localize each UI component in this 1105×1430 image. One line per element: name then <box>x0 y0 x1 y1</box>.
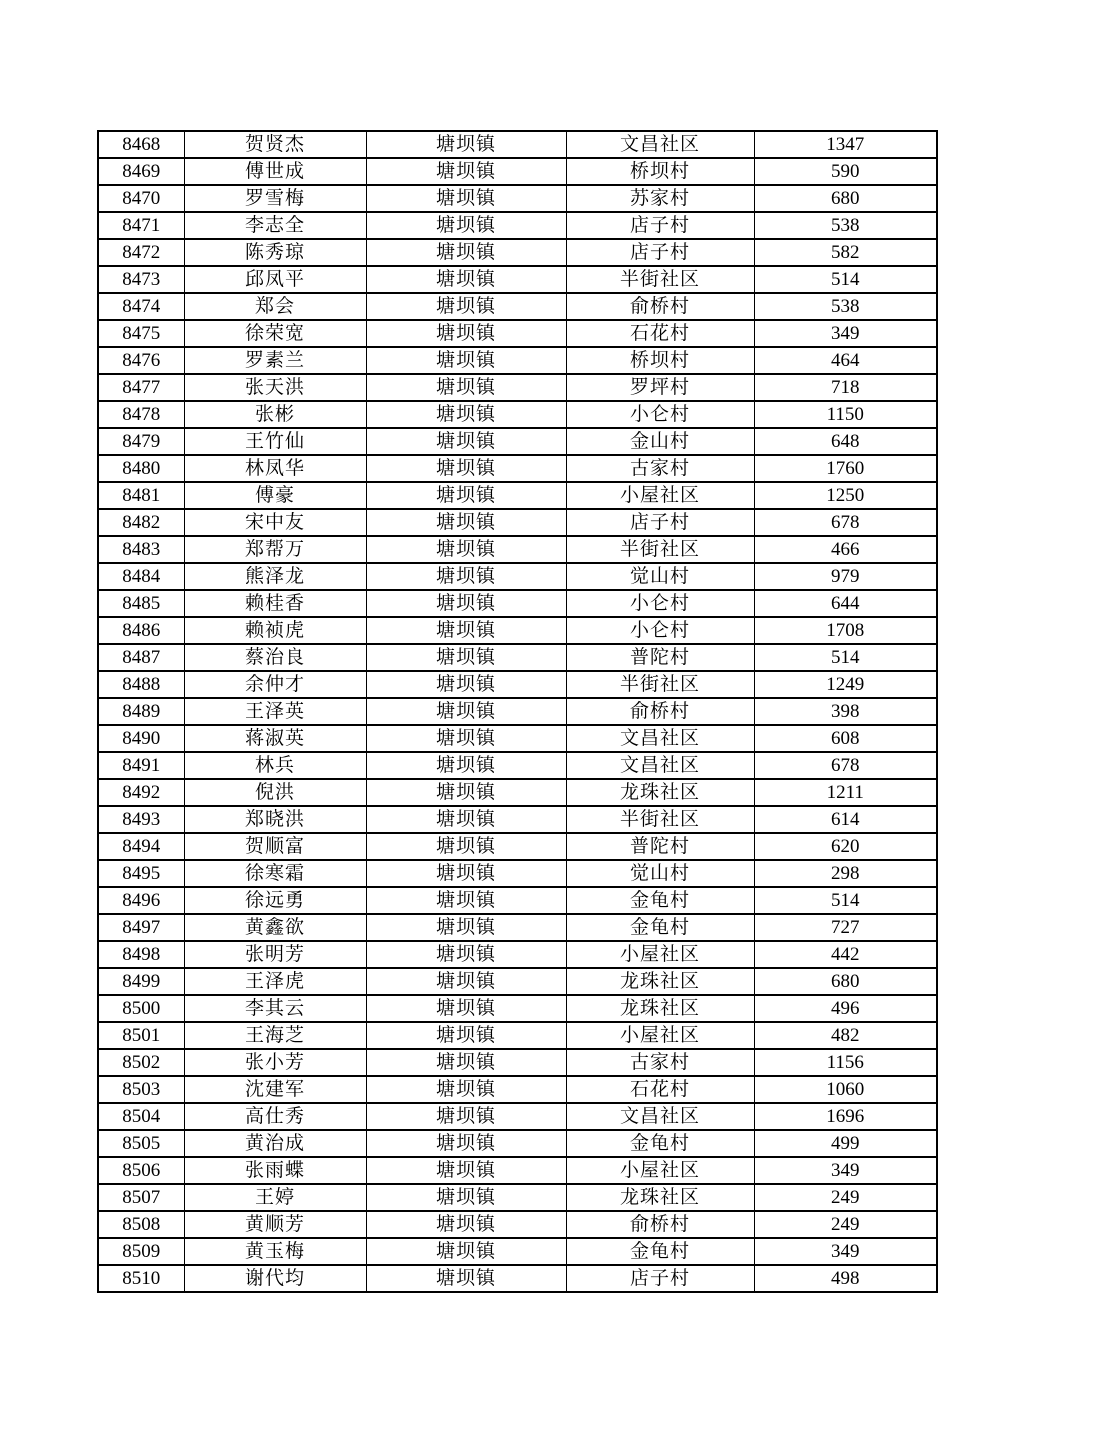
cell-village: 店子村 <box>566 1265 754 1292</box>
table-row <box>98 212 937 239</box>
cell-town: 塘坝镇 <box>366 239 566 266</box>
table-row <box>98 1211 937 1238</box>
cell-name: 郑会 <box>184 293 366 320</box>
cell-village: 半街社区 <box>566 671 754 698</box>
cell-serial: 8474 <box>98 293 184 320</box>
cell-amount: 349 <box>754 1238 937 1265</box>
table-row <box>98 1238 937 1265</box>
table-row <box>98 860 937 887</box>
cell-serial: 8478 <box>98 401 184 428</box>
cell-serial: 8494 <box>98 833 184 860</box>
cell-serial: 8483 <box>98 536 184 563</box>
table-row <box>98 509 937 536</box>
table-row <box>98 293 937 320</box>
cell-serial: 8498 <box>98 941 184 968</box>
cell-serial: 8484 <box>98 563 184 590</box>
cell-serial: 8491 <box>98 752 184 779</box>
cell-name: 沈建军 <box>184 1076 366 1103</box>
cell-name: 黄玉梅 <box>184 1238 366 1265</box>
table-row <box>98 266 937 293</box>
cell-village: 普陀村 <box>566 644 754 671</box>
cell-village: 文昌社区 <box>566 1103 754 1130</box>
cell-town: 塘坝镇 <box>366 1076 566 1103</box>
cell-amount: 398 <box>754 698 937 725</box>
table-row <box>98 374 937 401</box>
cell-serial: 8480 <box>98 455 184 482</box>
table-row <box>98 1049 937 1076</box>
cell-name: 蔡治良 <box>184 644 366 671</box>
cell-name: 林兵 <box>184 752 366 779</box>
cell-town: 塘坝镇 <box>366 914 566 941</box>
cell-town: 塘坝镇 <box>366 617 566 644</box>
cell-name: 蒋淑英 <box>184 725 366 752</box>
cell-amount: 499 <box>754 1130 937 1157</box>
cell-amount: 582 <box>754 239 937 266</box>
cell-town: 塘坝镇 <box>366 1265 566 1292</box>
cell-village: 罗坪村 <box>566 374 754 401</box>
cell-town: 塘坝镇 <box>366 374 566 401</box>
cell-town: 塘坝镇 <box>366 1238 566 1265</box>
cell-town: 塘坝镇 <box>366 671 566 698</box>
cell-amount: 1347 <box>754 131 937 158</box>
cell-serial: 8481 <box>98 482 184 509</box>
cell-village: 文昌社区 <box>566 752 754 779</box>
cell-name: 高仕秀 <box>184 1103 366 1130</box>
cell-town: 塘坝镇 <box>366 320 566 347</box>
cell-name: 贺贤杰 <box>184 131 366 158</box>
cell-serial: 8496 <box>98 887 184 914</box>
cell-name: 宋中友 <box>184 509 366 536</box>
cell-amount: 680 <box>754 968 937 995</box>
cell-village: 文昌社区 <box>566 725 754 752</box>
cell-serial: 8485 <box>98 590 184 617</box>
cell-name: 黄顺芳 <box>184 1211 366 1238</box>
cell-town: 塘坝镇 <box>366 185 566 212</box>
table-row <box>98 320 937 347</box>
cell-amount: 1760 <box>754 455 937 482</box>
cell-town: 塘坝镇 <box>366 887 566 914</box>
cell-name: 徐远勇 <box>184 887 366 914</box>
cell-serial: 8470 <box>98 185 184 212</box>
table-row <box>98 644 937 671</box>
cell-amount: 349 <box>754 320 937 347</box>
cell-serial: 8469 <box>98 158 184 185</box>
table-row <box>98 1076 937 1103</box>
cell-serial: 8493 <box>98 806 184 833</box>
table-row <box>98 1265 937 1292</box>
cell-village: 半街社区 <box>566 266 754 293</box>
cell-name: 王海芝 <box>184 1022 366 1049</box>
cell-name: 邱凤平 <box>184 266 366 293</box>
cell-name: 余仲才 <box>184 671 366 698</box>
table-row <box>98 914 937 941</box>
cell-amount: 1249 <box>754 671 937 698</box>
cell-name: 张雨蝶 <box>184 1157 366 1184</box>
table-row <box>98 941 937 968</box>
cell-town: 塘坝镇 <box>366 725 566 752</box>
cell-name: 王竹仙 <box>184 428 366 455</box>
cell-village: 小屋社区 <box>566 1157 754 1184</box>
cell-town: 塘坝镇 <box>366 1130 566 1157</box>
cell-town: 塘坝镇 <box>366 482 566 509</box>
cell-amount: 514 <box>754 887 937 914</box>
cell-amount: 538 <box>754 293 937 320</box>
cell-serial: 8501 <box>98 1022 184 1049</box>
cell-name: 赖祯虎 <box>184 617 366 644</box>
cell-town: 塘坝镇 <box>366 779 566 806</box>
cell-amount: 1060 <box>754 1076 937 1103</box>
cell-serial: 8486 <box>98 617 184 644</box>
cell-town: 塘坝镇 <box>366 131 566 158</box>
cell-amount: 1708 <box>754 617 937 644</box>
cell-town: 塘坝镇 <box>366 563 566 590</box>
cell-name: 徐寒霜 <box>184 860 366 887</box>
cell-town: 塘坝镇 <box>366 590 566 617</box>
cell-village: 小屋社区 <box>566 941 754 968</box>
table-row <box>98 563 937 590</box>
table-row <box>98 1157 937 1184</box>
cell-serial: 8492 <box>98 779 184 806</box>
cell-serial: 8499 <box>98 968 184 995</box>
table-row <box>98 995 937 1022</box>
cell-town: 塘坝镇 <box>366 509 566 536</box>
cell-village: 半街社区 <box>566 536 754 563</box>
cell-village: 店子村 <box>566 212 754 239</box>
cell-name: 王婷 <box>184 1184 366 1211</box>
table-row <box>98 482 937 509</box>
cell-village: 店子村 <box>566 509 754 536</box>
cell-name: 郑帮万 <box>184 536 366 563</box>
cell-name: 张小芳 <box>184 1049 366 1076</box>
cell-serial: 8509 <box>98 1238 184 1265</box>
table-row <box>98 536 937 563</box>
cell-amount: 1150 <box>754 401 937 428</box>
cell-amount: 620 <box>754 833 937 860</box>
cell-town: 塘坝镇 <box>366 428 566 455</box>
cell-amount: 590 <box>754 158 937 185</box>
table-row <box>98 401 937 428</box>
records-table-body <box>98 131 937 1292</box>
table-row <box>98 833 937 860</box>
cell-serial: 8482 <box>98 509 184 536</box>
cell-village: 半街社区 <box>566 806 754 833</box>
cell-village: 觉山村 <box>566 860 754 887</box>
cell-amount: 680 <box>754 185 937 212</box>
cell-serial: 8468 <box>98 131 184 158</box>
table-row <box>98 590 937 617</box>
table-row <box>98 1184 937 1211</box>
cell-town: 塘坝镇 <box>366 1157 566 1184</box>
cell-amount: 298 <box>754 860 937 887</box>
cell-name: 傅豪 <box>184 482 366 509</box>
cell-amount: 644 <box>754 590 937 617</box>
records-table <box>97 130 938 1293</box>
table-row <box>98 698 937 725</box>
cell-name: 李志全 <box>184 212 366 239</box>
cell-serial: 8487 <box>98 644 184 671</box>
cell-serial: 8495 <box>98 860 184 887</box>
cell-village: 苏家村 <box>566 185 754 212</box>
table-row <box>98 1022 937 1049</box>
table-row <box>98 671 937 698</box>
cell-town: 塘坝镇 <box>366 1049 566 1076</box>
cell-name: 黄鑫欲 <box>184 914 366 941</box>
cell-amount: 496 <box>754 995 937 1022</box>
cell-village: 俞桥村 <box>566 698 754 725</box>
cell-village: 金龟村 <box>566 1130 754 1157</box>
cell-serial: 8506 <box>98 1157 184 1184</box>
cell-amount: 514 <box>754 644 937 671</box>
cell-village: 小屋社区 <box>566 1022 754 1049</box>
cell-serial: 8490 <box>98 725 184 752</box>
table-row <box>98 455 937 482</box>
table-row <box>98 131 937 158</box>
cell-serial: 8510 <box>98 1265 184 1292</box>
table-row <box>98 158 937 185</box>
cell-serial: 8505 <box>98 1130 184 1157</box>
cell-serial: 8473 <box>98 266 184 293</box>
cell-serial: 8508 <box>98 1211 184 1238</box>
cell-village: 龙珠社区 <box>566 968 754 995</box>
cell-village: 俞桥村 <box>566 1211 754 1238</box>
cell-amount: 1250 <box>754 482 937 509</box>
cell-name: 林凤华 <box>184 455 366 482</box>
cell-name: 罗雪梅 <box>184 185 366 212</box>
table-row <box>98 806 937 833</box>
cell-village: 店子村 <box>566 239 754 266</box>
cell-village: 金龟村 <box>566 1238 754 1265</box>
cell-amount: 464 <box>754 347 937 374</box>
table-row <box>98 428 937 455</box>
cell-serial: 8503 <box>98 1076 184 1103</box>
cell-town: 塘坝镇 <box>366 1103 566 1130</box>
cell-serial: 8488 <box>98 671 184 698</box>
cell-village: 古家村 <box>566 1049 754 1076</box>
cell-village: 金龟村 <box>566 914 754 941</box>
cell-village: 金龟村 <box>566 887 754 914</box>
cell-amount: 608 <box>754 725 937 752</box>
cell-amount: 1696 <box>754 1103 937 1130</box>
cell-amount: 466 <box>754 536 937 563</box>
cell-village: 文昌社区 <box>566 131 754 158</box>
cell-amount: 482 <box>754 1022 937 1049</box>
cell-serial: 8489 <box>98 698 184 725</box>
table-row <box>98 1130 937 1157</box>
cell-name: 张彬 <box>184 401 366 428</box>
cell-serial: 8479 <box>98 428 184 455</box>
cell-village: 桥坝村 <box>566 347 754 374</box>
cell-name: 王泽虎 <box>184 968 366 995</box>
cell-village: 桥坝村 <box>566 158 754 185</box>
cell-name: 倪洪 <box>184 779 366 806</box>
cell-amount: 648 <box>754 428 937 455</box>
cell-village: 小仑村 <box>566 617 754 644</box>
cell-name: 李其云 <box>184 995 366 1022</box>
cell-serial: 8477 <box>98 374 184 401</box>
table-row <box>98 887 937 914</box>
cell-name: 王泽英 <box>184 698 366 725</box>
cell-town: 塘坝镇 <box>366 806 566 833</box>
table-row <box>98 617 937 644</box>
cell-town: 塘坝镇 <box>366 833 566 860</box>
table-row <box>98 968 937 995</box>
records-table-container <box>97 130 938 1293</box>
cell-town: 塘坝镇 <box>366 752 566 779</box>
cell-town: 塘坝镇 <box>366 401 566 428</box>
cell-village: 龙珠社区 <box>566 779 754 806</box>
cell-name: 谢代均 <box>184 1265 366 1292</box>
cell-name: 贺顺富 <box>184 833 366 860</box>
cell-village: 俞桥村 <box>566 293 754 320</box>
cell-serial: 8500 <box>98 995 184 1022</box>
cell-name: 黄治成 <box>184 1130 366 1157</box>
table-row <box>98 752 937 779</box>
table-row <box>98 185 937 212</box>
cell-amount: 718 <box>754 374 937 401</box>
cell-town: 塘坝镇 <box>366 860 566 887</box>
cell-town: 塘坝镇 <box>366 1184 566 1211</box>
cell-amount: 442 <box>754 941 937 968</box>
cell-serial: 8502 <box>98 1049 184 1076</box>
cell-serial: 8472 <box>98 239 184 266</box>
cell-name: 傅世成 <box>184 158 366 185</box>
cell-name: 郑晓洪 <box>184 806 366 833</box>
cell-amount: 249 <box>754 1184 937 1211</box>
cell-village: 普陀村 <box>566 833 754 860</box>
cell-town: 塘坝镇 <box>366 455 566 482</box>
cell-amount: 727 <box>754 914 937 941</box>
cell-village: 金山村 <box>566 428 754 455</box>
cell-amount: 678 <box>754 752 937 779</box>
cell-amount: 249 <box>754 1211 937 1238</box>
cell-town: 塘坝镇 <box>366 644 566 671</box>
cell-serial: 8475 <box>98 320 184 347</box>
cell-town: 塘坝镇 <box>366 158 566 185</box>
cell-town: 塘坝镇 <box>366 212 566 239</box>
cell-name: 徐荣宽 <box>184 320 366 347</box>
cell-village: 小屋社区 <box>566 482 754 509</box>
cell-amount: 538 <box>754 212 937 239</box>
cell-town: 塘坝镇 <box>366 968 566 995</box>
cell-name: 罗素兰 <box>184 347 366 374</box>
table-row <box>98 779 937 806</box>
cell-name: 陈秀琼 <box>184 239 366 266</box>
cell-name: 赖桂香 <box>184 590 366 617</box>
cell-town: 塘坝镇 <box>366 266 566 293</box>
cell-serial: 8497 <box>98 914 184 941</box>
cell-village: 龙珠社区 <box>566 995 754 1022</box>
cell-town: 塘坝镇 <box>366 536 566 563</box>
cell-name: 熊泽龙 <box>184 563 366 590</box>
cell-village: 龙珠社区 <box>566 1184 754 1211</box>
cell-amount: 1211 <box>754 779 937 806</box>
cell-town: 塘坝镇 <box>366 1022 566 1049</box>
cell-town: 塘坝镇 <box>366 347 566 374</box>
cell-serial: 8471 <box>98 212 184 239</box>
table-row <box>98 1103 937 1130</box>
cell-town: 塘坝镇 <box>366 1211 566 1238</box>
cell-village: 觉山村 <box>566 563 754 590</box>
cell-amount: 514 <box>754 266 937 293</box>
cell-amount: 1156 <box>754 1049 937 1076</box>
cell-village: 小仑村 <box>566 401 754 428</box>
cell-town: 塘坝镇 <box>366 293 566 320</box>
cell-serial: 8507 <box>98 1184 184 1211</box>
table-row <box>98 725 937 752</box>
cell-town: 塘坝镇 <box>366 995 566 1022</box>
cell-village: 石花村 <box>566 320 754 347</box>
cell-village: 古家村 <box>566 455 754 482</box>
cell-village: 石花村 <box>566 1076 754 1103</box>
cell-amount: 979 <box>754 563 937 590</box>
table-row <box>98 347 937 374</box>
cell-amount: 349 <box>754 1157 937 1184</box>
cell-amount: 678 <box>754 509 937 536</box>
cell-village: 小仑村 <box>566 590 754 617</box>
cell-amount: 614 <box>754 806 937 833</box>
cell-amount: 498 <box>754 1265 937 1292</box>
cell-town: 塘坝镇 <box>366 941 566 968</box>
table-row <box>98 239 937 266</box>
cell-town: 塘坝镇 <box>366 698 566 725</box>
cell-serial: 8504 <box>98 1103 184 1130</box>
cell-name: 张明芳 <box>184 941 366 968</box>
cell-serial: 8476 <box>98 347 184 374</box>
cell-name: 张天洪 <box>184 374 366 401</box>
